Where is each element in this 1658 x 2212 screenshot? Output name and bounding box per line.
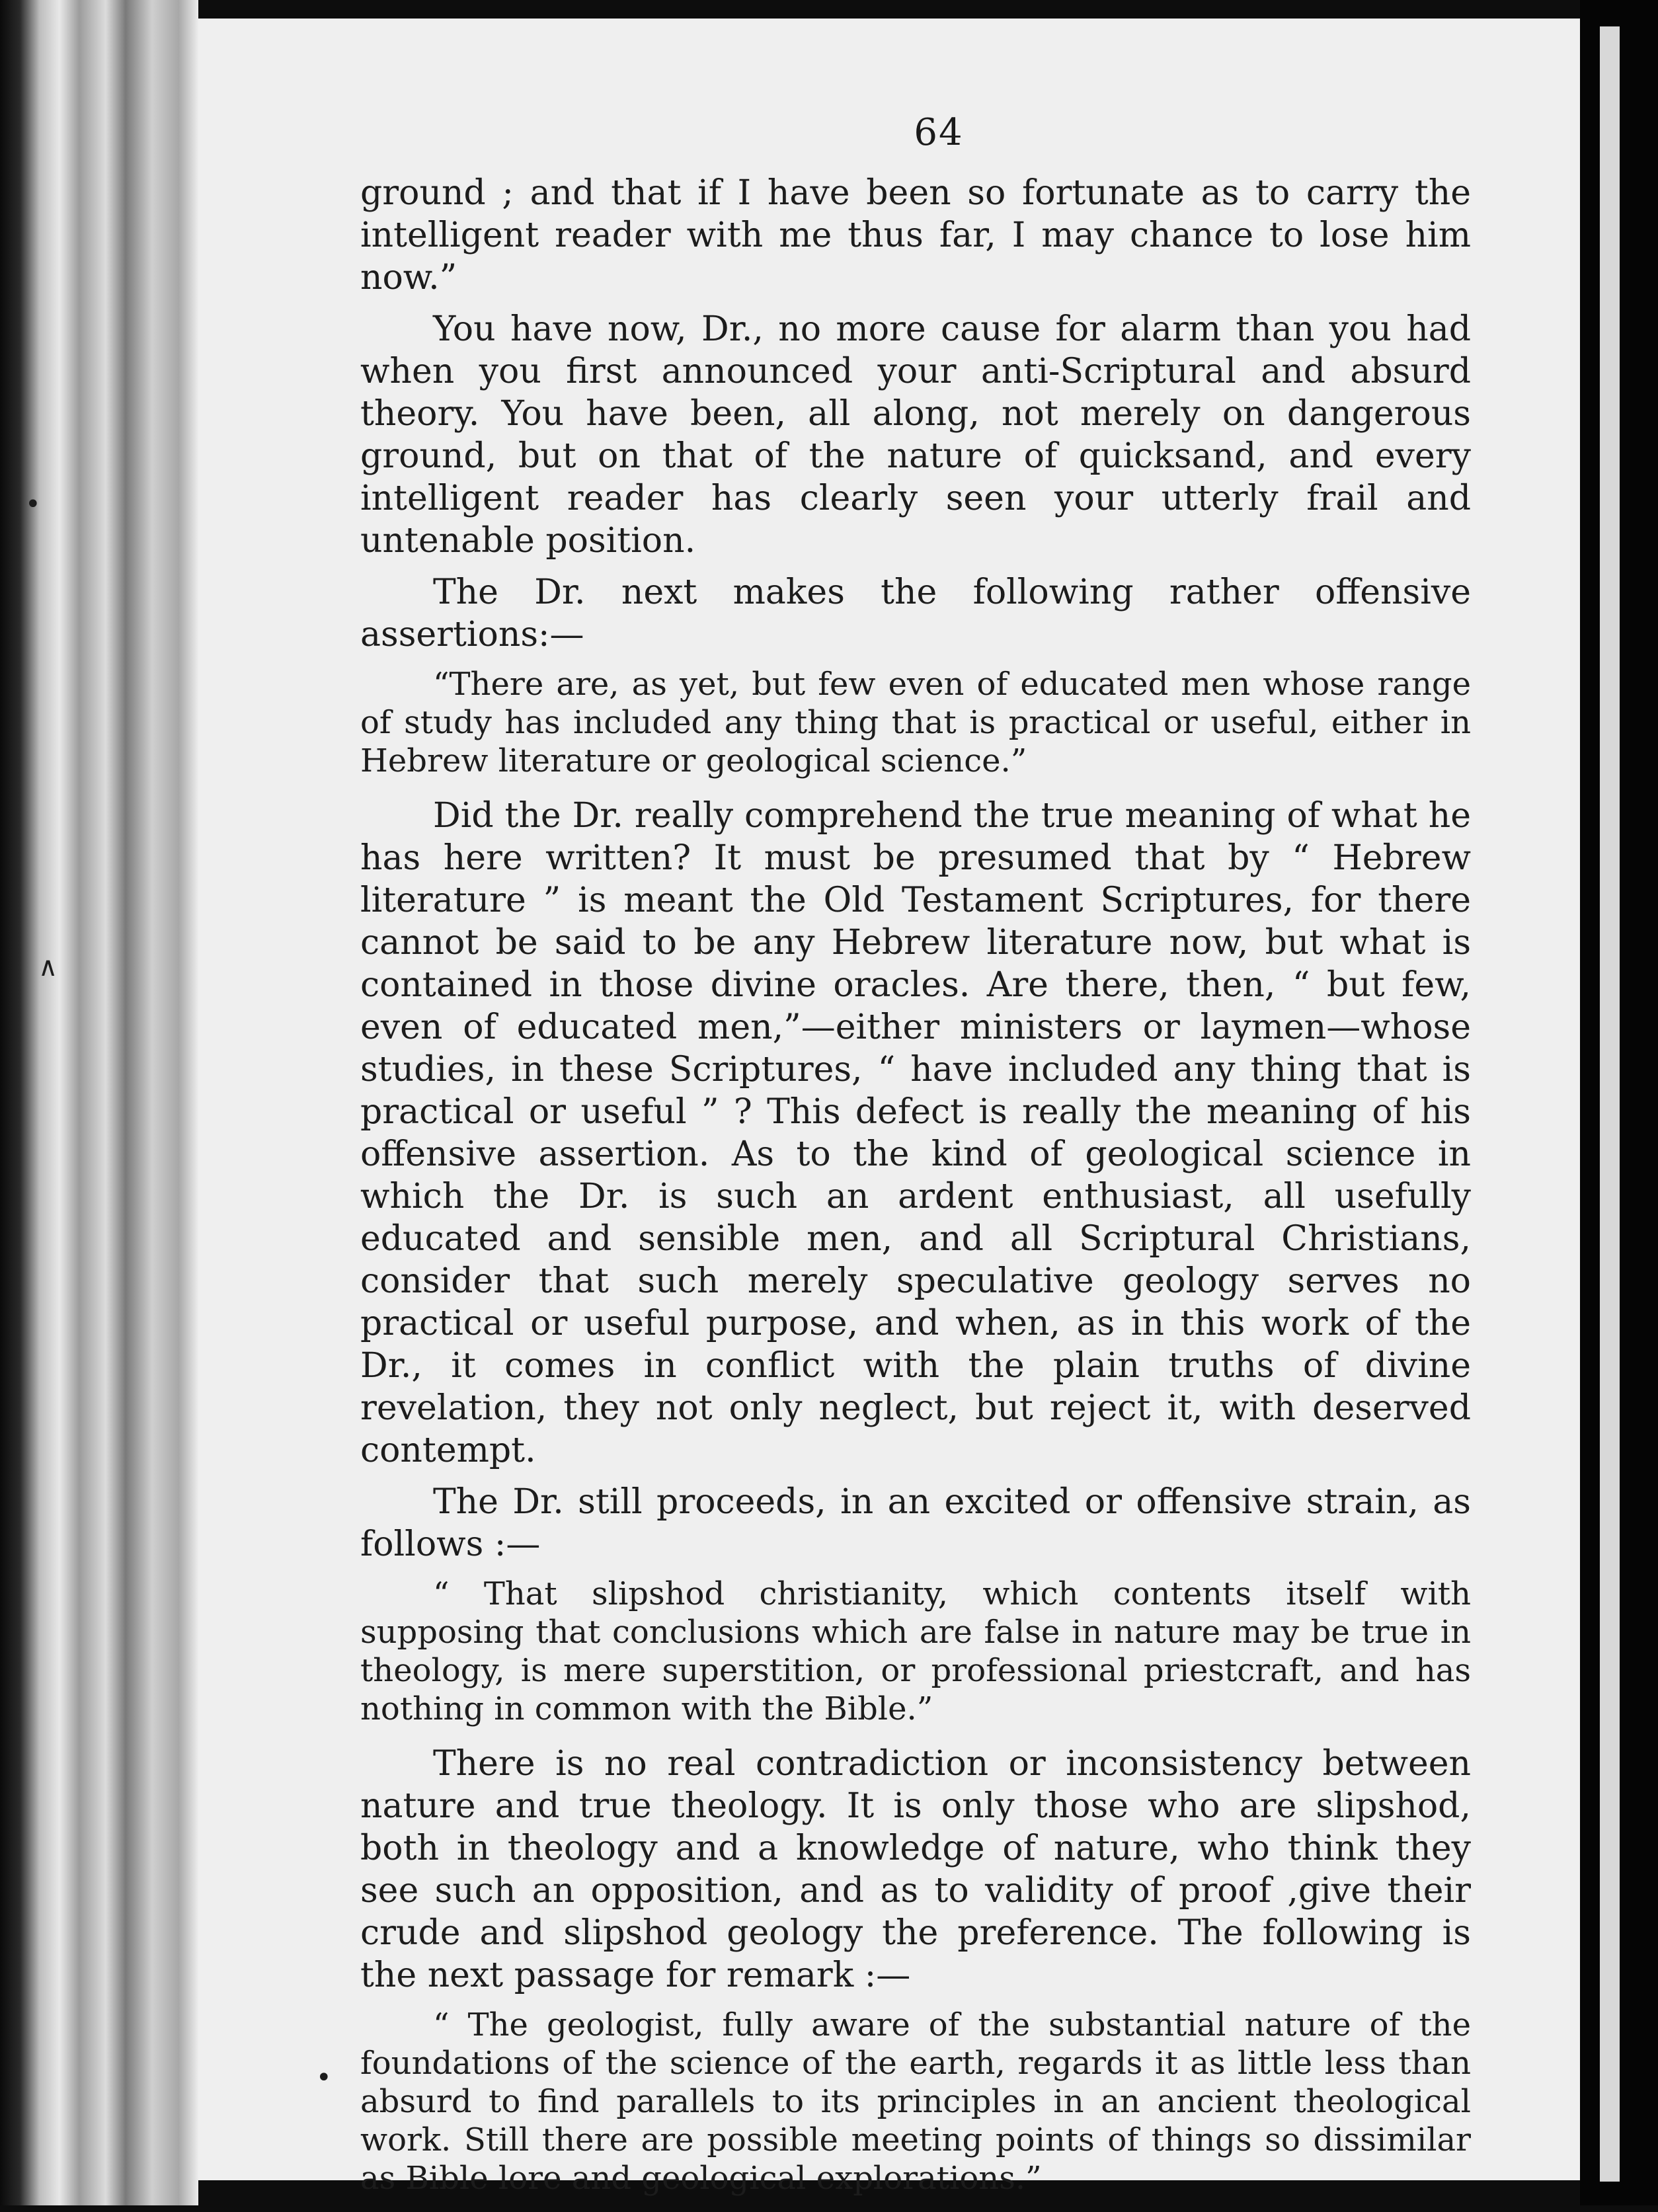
paragraph: Did the Dr. really comprehend the true meaning of what he has here written? It must be presumed that by “ Hebrew literature ” is meant the Old Testament Scriptures, for there cannot be said to be any Hebrew literature now, but what is contained in those divine oracles. Are there, then, “ but few, even of educated men,”—either ministers or laymen—whose studies, in these Scriptures, “ have included any thing that is practical or useful ” ? This defect is really the meaning of his offensive assertion. As to the kind of geological science in which the Dr. is such an ardent enthusiast, all usefully educated and sensible men, and all Scriptural Christians, consider that such merely speculative geology serves no practical or useful purpose, and when, as in this work of the Dr., it comes in conflict with the plain truths of divine revelation, they not only neglect, but reject it, with deserved contempt. (360, 796, 1471, 1470)
scan-speck: • (316, 2063, 332, 2093)
block-quote: “ That slipshod christianity, which contents itself with supposing that conclusions which are false in nature may be true in theology, is mere superstition, or professional priestcraft, and has nothing in common with the Bible.” (360, 1575, 1471, 1727)
scan-speck: • (25, 489, 41, 520)
book-binding (0, 0, 198, 2205)
paragraph-continuation: ground ; and that if I have been so fortunate as to carry the intelligent reader with me thus far, I may chance to lose him now.” (360, 173, 1471, 297)
page-number: 64 (914, 111, 964, 154)
block-quote: “There are, as yet, but few even of educated men whose range of study has included any thing that is practical or useful, either in Hebrew literature or geological science.” (360, 666, 1471, 779)
scan-speck: ∧ (38, 952, 58, 982)
paragraph: The Dr. next makes the following rather offensive assertions:— (360, 573, 1471, 654)
page-body (360, 172, 1471, 2212)
paragraph: You have now, Dr., no more cause for alarm than you had when you first announced your anti-Scriptural and absurd theory. You have been, all along, not merely on dangerous ground, but on that of the nature of quicksand, and every intelligent reader has clearly seen your utterly frail and untenable position. (360, 309, 1471, 561)
paragraph: There is no real contradiction or inconsistency between nature and true theology. It is only those who are slipshod, both in theology and a knowledge of nature, who think they see such an opposition, and as to validity of proof ,give their crude and slipshod geology the preference. The following is the next passage for remark :— (360, 1744, 1471, 1995)
facing-page-edge (1600, 26, 1620, 2182)
block-quote: “ The geologist, fully aware of the substantial nature of the foundations of the science of the earth, regards it as little less than absurd to find parallels to its principles in an ancient theological work. Still there are possible meeting points of things so dissimilar as Bible lore and geological explorations.” (360, 2006, 1471, 2197)
paragraph: The Dr. still proceeds, in an excited or offensive strain, as follows :— (360, 1482, 1471, 1564)
